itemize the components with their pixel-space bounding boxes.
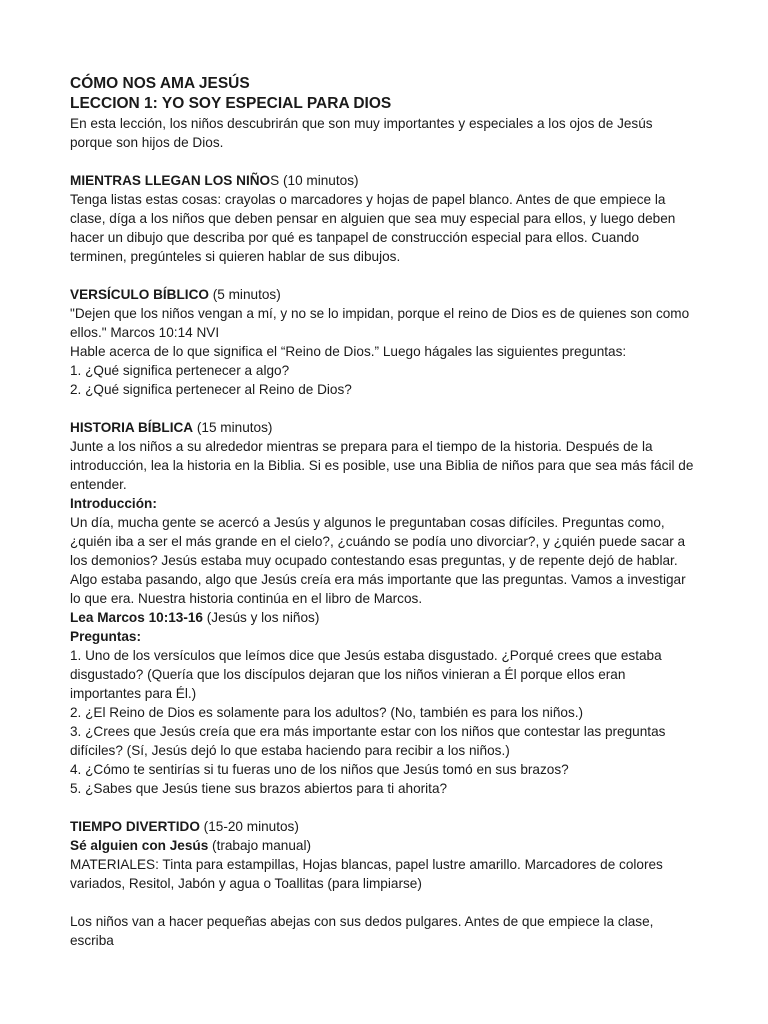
questions-label-text: Preguntas: xyxy=(70,629,142,644)
section-story-heading-bold: HISTORIA BÍBLICA xyxy=(70,420,194,435)
story-question: 5. ¿Sabes que Jesús tiene sus brazos abiertos para ti ahorita? xyxy=(70,781,448,796)
verse-question: 1. ¿Qué significa pertenecer a algo? xyxy=(70,363,290,378)
craft-instructions: Los niños van a hacer pequeñas abejas con sus dedos pulgares. Antes de que empiece la clase, escriba xyxy=(70,914,654,948)
section-fun-heading-time: (15-20 minutos) xyxy=(199,819,299,834)
section-arrival-heading-bold: MIENTRAS LLEGAN LOS NIÑO xyxy=(70,173,271,188)
story-question: 1. Uno de los versículos que leímos dice que Jesús estaba disgustado. ¿Porqué crees que estaba disgustado? (Quería que los discípulos dejaran que los niños vinieran a Él porque ellos eran importantes para Él.) xyxy=(70,648,662,701)
section-fun-heading-bold: TIEMPO DIVERTIDO xyxy=(70,819,200,834)
lesson-title: LECCION 1: YO SOY ESPECIAL PARA DIOS xyxy=(70,95,392,112)
craft-title-bold: Sé alguien con Jesús xyxy=(70,838,209,853)
reading-reference xyxy=(70,608,698,627)
craft-materials: MATERIALES: Tinta para estampillas, Hojas blancas, papel lustre amarillo. Marcadores de colores variados, Resitol, Jabón y agua o Toallitas (para limpiarse) xyxy=(70,857,663,891)
section-fun-heading xyxy=(70,817,698,836)
section-verse-instruction: Hable acerca de lo que significa el “Reino de Dios.” Luego hágales las siguientes preguntas: xyxy=(70,344,627,359)
introduction-label-text: Introducción: xyxy=(70,496,157,511)
section-arrival-heading-time: S (10 minutos) xyxy=(270,173,359,188)
document-page xyxy=(70,74,698,950)
introduction-label xyxy=(70,494,698,513)
introduction-body: Un día, mucha gente se acercó a Jesús y algunos le preguntaban cosas difíciles. Preguntas como, ¿quién iba a ser el más grande en el cielo?, ¿cuándo se podía uno divorciar?, y ¿quién puede sacar a los demonios? Jesús estaba muy ocupado contestando esas preguntas, y de repente dejó de hablar. Algo estaba pasando, algo que Jesús creía era más importante que las preguntas. Vamos a investigar lo que era. Nuestra historia continúa en el libro de Marcos. xyxy=(70,515,686,606)
section-story-body: Junte a los niños a su alrededor mientras se prepara para el tiempo de la historia. Después de la introducción, lea la historia en la Biblia. Si es posible, use una Biblia de niños para que sea más fácil de entender. xyxy=(70,439,694,492)
questions-label xyxy=(70,627,698,646)
section-arrival-body: Tenga listas estas cosas: crayolas o marcadores y hojas de papel blanco. Antes de que empiece la clase, díga a los niños que deben pensar en alguien que sea muy especial para ellos, y luego deben hacer un dibujo que describa por qué es tanpapel de construcción especial para ellos. Cuando terminen, pregúnteles si quieren hablar de sus dibujos. xyxy=(70,192,676,264)
reading-reference-bold: Lea Marcos 10:13-16 xyxy=(70,610,203,625)
section-verse-heading-bold: VERSÍCULO BÍBLICO xyxy=(70,287,209,302)
verse-question: 2. ¿Qué significa pertenecer al Reino de Dios? xyxy=(70,382,352,397)
section-arrival-heading xyxy=(70,171,698,190)
reading-reference-topic: (Jesús y los niños) xyxy=(203,610,320,625)
document-title: CÓMO NOS AMA JESÚS xyxy=(70,75,250,92)
story-question: 4. ¿Cómo te sentirías si tu fueras uno de los niños que Jesús tomó en sus brazos? xyxy=(70,762,569,777)
spacer xyxy=(70,399,698,418)
section-verse-heading-time: (5 minutos) xyxy=(208,287,281,302)
story-question: 2. ¿El Reino de Dios es solamente para los adultos? (No, también es para los niños.) xyxy=(70,705,584,720)
bible-verse: "Dejen que los niños vengan a mí, y no se lo impidan, porque el reino de Dios es de quienes son como ellos." Marcos 10:14 NVI xyxy=(70,306,690,340)
spacer xyxy=(70,266,698,285)
craft-title xyxy=(70,836,698,855)
section-verse-heading xyxy=(70,285,698,304)
spacer xyxy=(70,893,698,912)
craft-title-type: (trabajo manual) xyxy=(208,838,312,853)
intro-paragraph: En esta lección, los niños descubrirán que son muy importantes y especiales a los ojos de Jesús porque son hijos de Dios. xyxy=(70,116,653,150)
story-question: 3. ¿Crees que Jesús creía que era más importante estar con los niños que contestar las preguntas difíciles? (Sí, Jesús dejó lo que estaba haciendo para recibir a los niños.) xyxy=(70,724,666,758)
spacer xyxy=(70,152,698,171)
section-story-heading-time: (15 minutos) xyxy=(193,420,273,435)
section-story-heading xyxy=(70,418,698,437)
spacer xyxy=(70,798,698,817)
